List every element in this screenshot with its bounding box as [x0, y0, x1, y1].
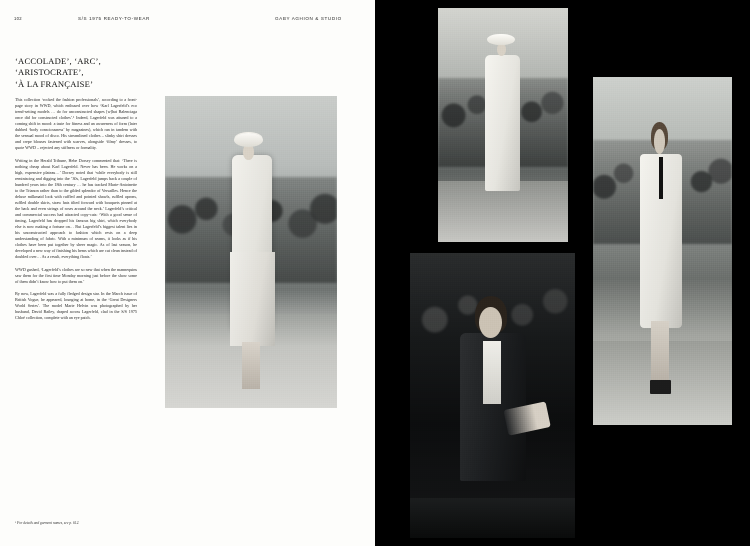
photo-model-necktie — [659, 157, 663, 199]
photo-floor — [410, 498, 575, 538]
body-paragraph-4: By now, Lagerfeld was a fully fledged design star. In the March issue of British Vogue, he appeared, lounging at home, in the ‘Great Designers World Series’. The model Marie Helvin was photographed by her husband, David Bailey, draped across Lagerfeld, clad in the S/S 1975 Chloé collection, complete with an eye patch. — [15, 290, 137, 321]
page-title-line-2: ‘ARISTOCRATE’, — [15, 67, 84, 78]
photo-model-legs — [651, 321, 669, 387]
photo-model-coat — [485, 55, 520, 191]
photo-model-shoes — [650, 380, 671, 394]
body-paragraph-1: This collection ‘rocked the fashion professionals’, according to a front-page story in WWD, which enthused over how ‘Karl Lagerfeld’s eco trend-setting models … do for unconstructed shapes [w]hat Balenciaga once did for constructed clothes’.¹ Indeed, Lagerfeld was attuned to a coming shift in mood: a taste for fitness and an awareness of form (later dubbed ‘body consciousness’ by magazines), which ran in tandem with the sensual mood of disco. His streamlined clothes – slinky shirt dresses and crepe blouses fastened with scarves, alongside ‘filmy’ dresses, to quote WWD – rejected any stiffness or formality. — [15, 97, 137, 151]
figure-top-white-coat — [438, 8, 568, 242]
page-title-line-3: ‘À LA FRANÇAISE’ — [15, 78, 94, 89]
page-title — [15, 56, 155, 90]
photo-canvas — [410, 253, 575, 538]
running-head-designer: GABY AGHION & STUDIO — [275, 16, 342, 21]
photo-model-shirt — [483, 341, 501, 404]
photo-model-head — [497, 43, 506, 56]
footnote: ¹ For details and garment names, see p. 612. — [15, 521, 80, 525]
figure-bottom-dark-jacket — [410, 253, 575, 538]
photo-canvas — [593, 77, 732, 425]
photo-canvas — [165, 96, 337, 408]
right-page — [375, 0, 750, 546]
body-paragraph-3: WWD gushed, ‘Lagerfeld’s clothes are so new that when the mannequins saw them for the first time Monday morning just before the show some of them didn’t know how to put them on.’ — [15, 266, 137, 284]
body-text-column — [15, 97, 137, 327]
figure-left-white-skirt-suit — [165, 96, 337, 408]
page-title-line-1: ‘ACCOLADE’, ‘ARC’, — [15, 56, 101, 66]
photo-model-head — [654, 129, 665, 153]
folio-number: 102 — [14, 16, 22, 21]
figure-right-shirt-dress — [593, 77, 732, 425]
running-head-season: S/S 1975 READY-TO-WEAR — [78, 16, 150, 21]
body-paragraph-2: Writing in the Herald Tribune, Hebe Dorsey commented that: ‘There is nothing cheap about Karl Lagerfeld. Never has been. He works on a high, expensive plateau…’ Dorsey noted that ‘while everybody is still reminiscing and digging into the ’30s, Lagerfeld jumps back a couple of hundred years into the 18th century … he has tracked Marie-Antoinette to the Trianon rather than to the gilded splendor of Versailles. Hence the deluxe milkmaid look with ruffled and pointed shawls, ruffled aprons, ruffled double skirts, straw hats tilted forward with bouquets pinned at the back and even strings of roses around the neck.’ Lagerfeld’s critical and commercial success had attracted copy-cats: ‘With a good sense of timing, Lagerfeld has dropped his famous big shirt, which everybody else is now making a fortune on… But Lagerfeld’s biggest talent lies in his unconstructed approach to fashion which rests on a deep understanding of fabric. With a minimum of seams, it looks as if his clothes have been put together by sheer magic. As of last season, he developed a new way of finishing his hems which are cut clean instead of doubled over… As a result, everything floats.’ — [15, 157, 137, 260]
photo-model-skirt — [230, 252, 275, 346]
photo-canvas — [438, 8, 568, 242]
photo-model-legs — [242, 342, 259, 389]
